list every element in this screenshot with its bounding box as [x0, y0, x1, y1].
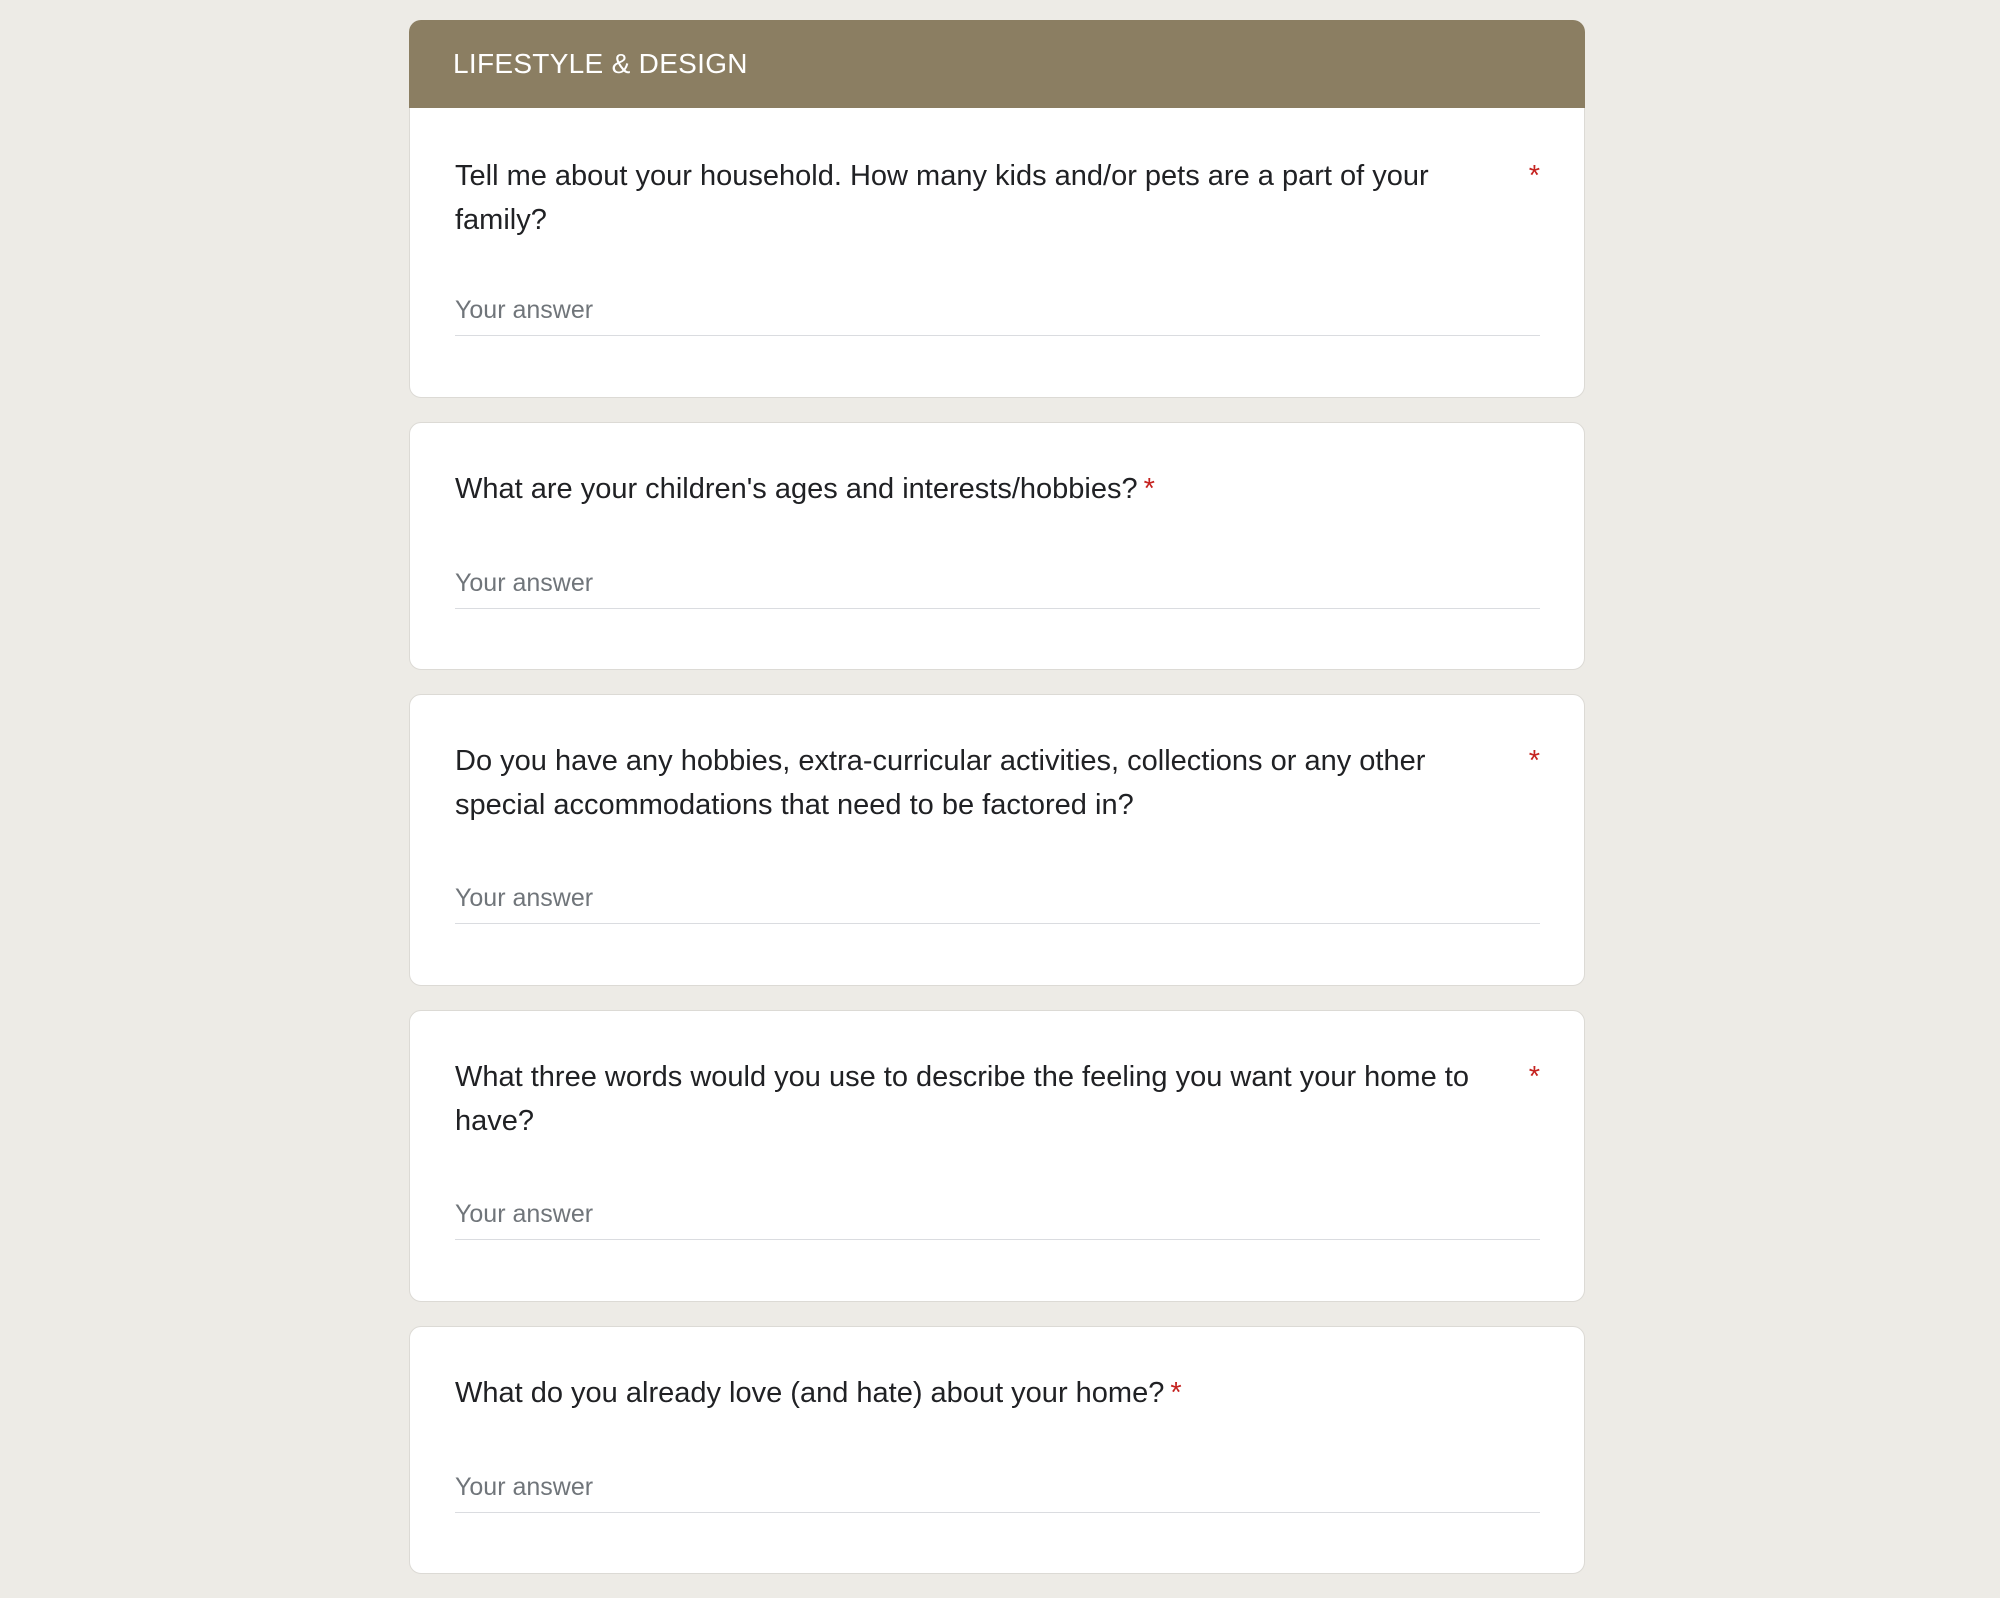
- section-header: [409, 20, 1585, 108]
- answer-input-household[interactable]: [455, 296, 1540, 336]
- question-card-love-hate: [409, 1326, 1585, 1574]
- question-card-children: [409, 422, 1585, 670]
- answer-field-wrapper: [455, 296, 1540, 336]
- required-asterisk: *: [1143, 473, 1155, 505]
- required-asterisk: *: [1528, 1061, 1540, 1093]
- question-text: Do you have any hobbies, extra-curricular activities, collections or any other special accommodations that need to be factored in?: [455, 745, 1426, 821]
- question-row: [455, 467, 1540, 511]
- question-row: [455, 154, 1540, 242]
- answer-input-hobbies[interactable]: [455, 884, 1540, 924]
- question-card-household: [409, 108, 1585, 398]
- answer-field-wrapper: [455, 1473, 1540, 1513]
- answer-field-wrapper: [455, 884, 1540, 924]
- answer-field-wrapper: [455, 1200, 1540, 1240]
- answer-field-wrapper: [455, 569, 1540, 609]
- question-text: What three words would you use to describe the feeling you want your home to have?: [455, 1061, 1469, 1137]
- question-card-hobbies: [409, 694, 1585, 986]
- question-text: What do you already love (and hate) about your home?: [455, 1377, 1165, 1409]
- required-asterisk: *: [1170, 1377, 1182, 1409]
- answer-input-children[interactable]: [455, 569, 1540, 609]
- required-asterisk: *: [1528, 160, 1540, 192]
- required-asterisk: *: [1528, 745, 1540, 777]
- question-text: Tell me about your household. How many kids and/or pets are a part of your family?: [455, 160, 1429, 236]
- question-row: [455, 1371, 1540, 1415]
- question-row: [455, 739, 1540, 827]
- form-column: [409, 20, 1585, 1598]
- question-text: What are your children's ages and interests/hobbies?: [455, 473, 1138, 505]
- question-card-three-words: [409, 1010, 1585, 1302]
- answer-input-three-words[interactable]: [455, 1200, 1540, 1240]
- answer-input-love-hate[interactable]: [455, 1473, 1540, 1513]
- section-title: LIFESTYLE & DESIGN: [453, 48, 748, 79]
- question-row: [455, 1055, 1540, 1143]
